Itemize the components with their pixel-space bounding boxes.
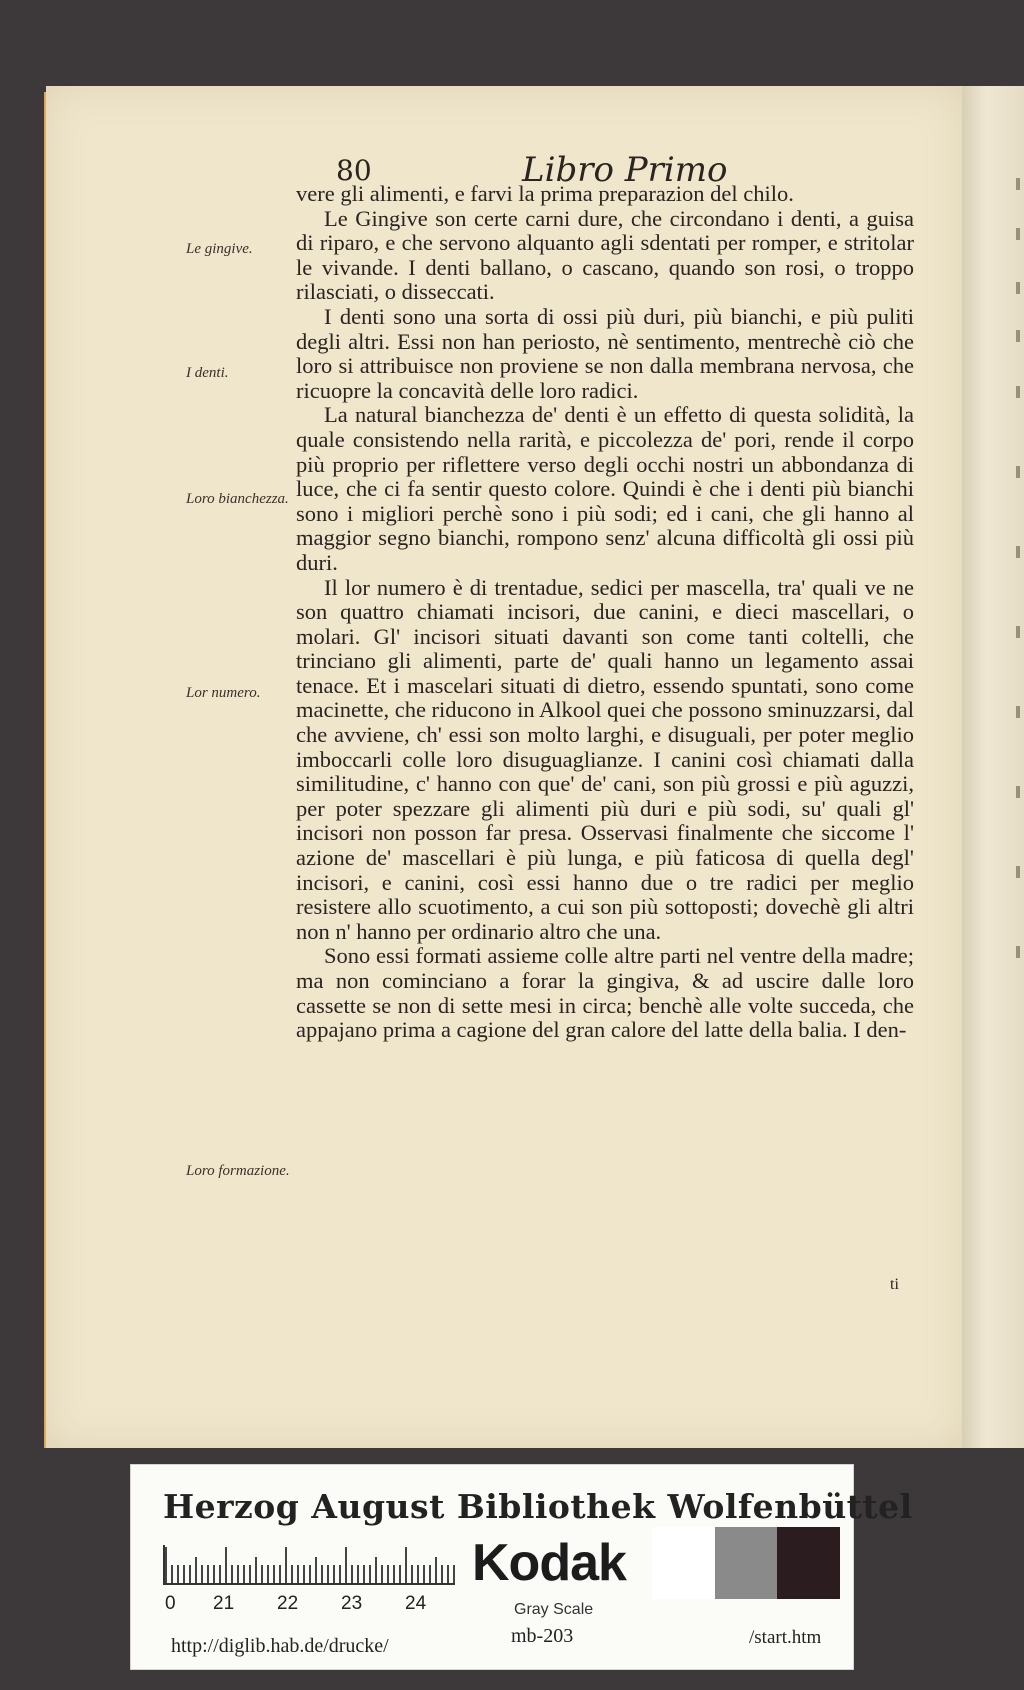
start-url: /start.htm: [749, 1627, 822, 1648]
ruler-tick: [357, 1565, 359, 1583]
catchword: ti: [890, 1276, 899, 1293]
ruler-tick: [279, 1565, 281, 1583]
ruler-tick: [447, 1565, 449, 1583]
ruler-tick: [381, 1565, 383, 1583]
gray-patch: [777, 1527, 840, 1599]
ruler-tick: [423, 1565, 425, 1583]
ruler-tick: [411, 1565, 413, 1583]
ruler-tick: [429, 1565, 431, 1583]
kodak-logo: Kodak: [472, 1534, 626, 1592]
ruler-tick: [213, 1565, 215, 1583]
ruler-tick: [243, 1565, 245, 1583]
next-page-edge: [962, 86, 1024, 1448]
paragraph: La natural bianchezza de' denti è un effetto di questa solidità, la quale consistendo nella rarità, e piccolezza de' pori, rende il corpo più proprio per riflettere verso degli occhi nostri un abbondanza di luce, che ci fa sentir questo colore. Quindi è che i denti più bianchi sono i migliori perchè sono i più sodi; ed i cani, che gli hanno al maggior segno bianchi, rompono senz' alcuna difficoltà gli ossi più duri.: [296, 402, 914, 575]
margin-note: Le gingive.: [186, 241, 253, 257]
ruler-tick: [315, 1557, 317, 1583]
ruler-tick: [303, 1565, 305, 1583]
ruler-tick: [165, 1547, 167, 1583]
ruler-labels: [163, 1593, 463, 1615]
ruler-tick: [405, 1547, 407, 1583]
gray-patch: [715, 1527, 778, 1599]
ruler-tick: [345, 1547, 347, 1583]
ruler-tick: [183, 1565, 185, 1583]
ruler-tick: [327, 1565, 329, 1583]
ruler-tick: [435, 1557, 437, 1583]
ruler-label: 24: [405, 1593, 427, 1614]
ruler-tick: [387, 1565, 389, 1583]
ruler-tick: [249, 1565, 251, 1583]
ruler-tick: [255, 1557, 257, 1583]
ruler-tick: [399, 1565, 401, 1583]
paragraph: Le Gingive son certe carni dure, che circondano i denti, a guisa di riparo, e che servono alquanto agli sdentati per romper, e stritolar le vivande. I denti ballano, o cascano, quando son rosi, o troppo rilasciati, o disseccati.: [296, 205, 914, 305]
ruler-tick: [375, 1557, 377, 1583]
body-text: [296, 182, 914, 1043]
ruler-label: 21: [213, 1593, 235, 1614]
ruler-tick: [297, 1565, 299, 1583]
ruler-label: 23: [341, 1593, 363, 1614]
library-title: Herzog August Bibliothek Wolfenbüttel: [163, 1487, 913, 1526]
ruler-tick: [201, 1565, 203, 1583]
paragraph: I denti sono una sorta di ossi più duri, più bianchi, e più puliti degli altri. Essi non han periosto, nè sentimento, mentrechè ciò che loro si attribuisce non proviene se non dalla membrana nervosa, che ricuopre la concavità delle loro radici.: [296, 303, 914, 403]
ruler-tick: [207, 1565, 209, 1583]
ruler-tick: [267, 1565, 269, 1583]
ruler-tick: [393, 1565, 395, 1583]
ruler-label: 22: [277, 1593, 299, 1614]
ruler-tick: [291, 1565, 293, 1583]
ruler-tick: [237, 1565, 239, 1583]
ruler-tick: [369, 1565, 371, 1583]
library-url: http://diglib.hab.de/drucke/: [171, 1635, 389, 1657]
ruler-tick: [339, 1565, 341, 1583]
ruler-tick: [363, 1565, 365, 1583]
margin-note: Lor numero.: [186, 685, 261, 701]
gray-patch: [652, 1527, 715, 1599]
ruler-tick: [351, 1565, 353, 1583]
ruler-tick: [285, 1547, 287, 1583]
running-head: Libro Primo: [522, 150, 728, 190]
ruler-tick: [195, 1557, 197, 1583]
margin-note: I denti.: [186, 365, 229, 381]
ruler-tick: [441, 1565, 443, 1583]
ruler-tick: [189, 1565, 191, 1583]
page-number: 80: [336, 154, 372, 187]
ruler-tick: [177, 1565, 179, 1583]
ruler-tick: [231, 1565, 233, 1583]
ruler-tick: [333, 1565, 335, 1583]
shelfmark: mb-203: [511, 1625, 574, 1647]
ruler-tick: [225, 1547, 227, 1583]
paragraph: Sono essi formati assieme colle altre parti nel ventre della madre; ma non cominciano a forar la gingiva, & ad uscire dalle loro cassette se non di sette mesi in circa; benchè alle volte succeda, che appajano prima a cagione del gran calore del latte della balia. I den-: [296, 943, 914, 1043]
paragraph: Il lor numero è di trentadue, sedici per mascella, tra' quali ve ne son quattro chiamati incisori, due canini, e dieci mascellari, o molari. Gl' incisori situati davanti son come tanti coltelli, che trinciano gli alimenti, parte de' quali hanno un legamento assai tenace. Et i mascelari situati di dietro, essendo spuntati, sono come macinette, che riducono in Alkool quei che possono sminuzzarsi, dal che avviene, ch' essi son molto larghi, e disuguali, per poter meglio imboccarli colle loro disuguaglianze. I canini così chiamati dalla similitudine, c' hanno con que' de' cani, son più grossi e più aguzzi, per poter spezzare gli alimenti più duri e più sodi, su' quali gl' incisori non posson far presa. Osservasi finalmente che siccome l' azione de' mascellari è più lunga, e più faticosa di quella degl' incisori, e canini, così essi hanno due o tre radici per meglio resistere allo scuotimento, a cui son più sottoposti; dovechè gli altri non n' hanno per ordinario altro che una.: [296, 574, 914, 944]
library-label-card: [131, 1465, 913, 1669]
ruler-tick: [219, 1565, 221, 1583]
ruler-tick: [273, 1565, 275, 1583]
ruler-tick: [171, 1565, 173, 1583]
ruler-tick: [417, 1565, 419, 1583]
gray-scale-patches: [652, 1527, 840, 1599]
scale-ruler: [163, 1545, 455, 1585]
ruler-tick: [321, 1565, 323, 1583]
ruler-tick: [261, 1565, 263, 1583]
paragraph: vere gli alimenti, e farvi la prima preparazion del chilo.: [296, 181, 794, 206]
margin-note: Loro bianchezza.: [186, 491, 289, 507]
margin-note: Loro formazione.: [186, 1163, 290, 1179]
ruler-label: 0: [165, 1593, 176, 1614]
gray-scale-label: Gray Scale: [514, 1601, 594, 1618]
ruler-tick: [309, 1565, 311, 1583]
ruler-tick: [453, 1565, 455, 1583]
